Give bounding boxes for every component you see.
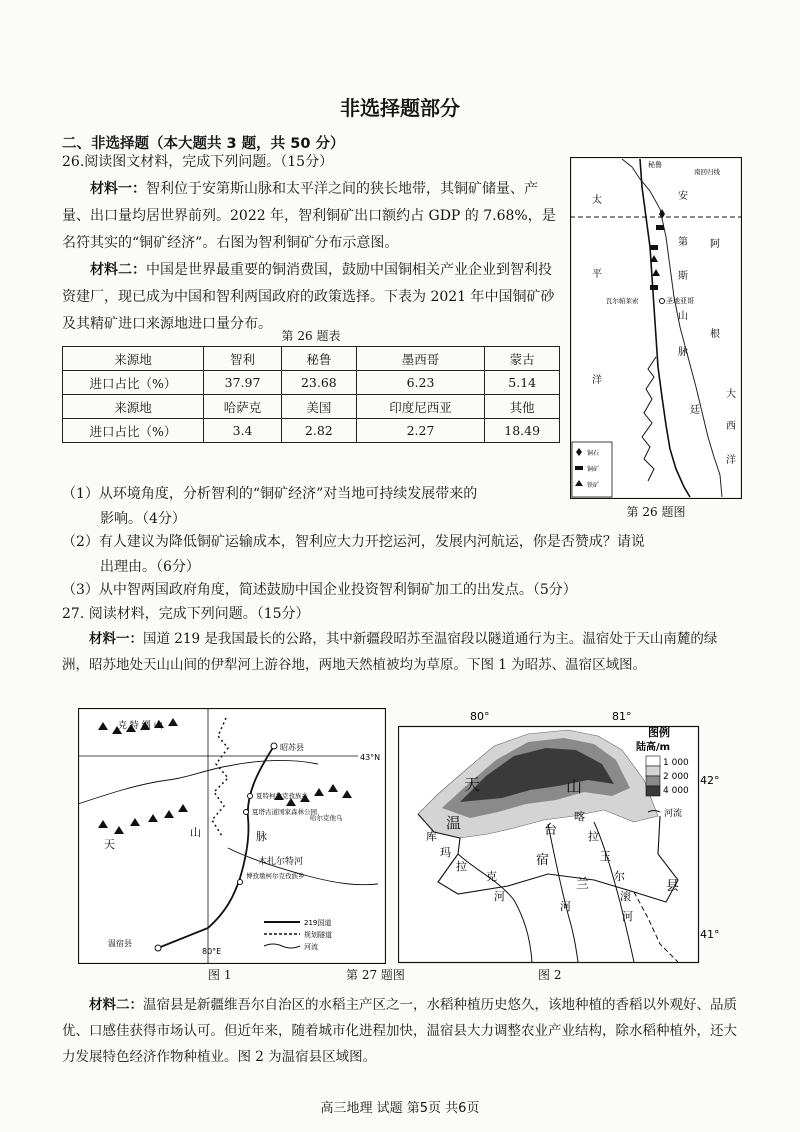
page-footer: 高三地理 试题 第5页 共6页 xyxy=(320,1101,480,1116)
figure-1-map xyxy=(78,708,386,964)
fig2-legend-value: 4 000 xyxy=(663,786,689,796)
table-cell: 5.14 xyxy=(485,371,560,395)
table-row xyxy=(63,347,560,371)
map-label-pacific-3: 洋 xyxy=(592,375,602,386)
fig2-label-river-char: 滚 xyxy=(620,890,631,903)
xiate-marker xyxy=(248,794,253,799)
fig2-legend-subtitle: 陆高/m xyxy=(636,742,671,753)
q26-question-3: （3）从中智两国政府角度，简述鼓励中国企业投资智利铜矿加工的出发点。（5分） xyxy=(62,582,577,598)
map-label-atlantic-1: 大 xyxy=(726,389,736,400)
table-cell: 墨西哥 xyxy=(356,347,485,371)
q26-question-1: （1）从环境角度，分析智利的“铜矿经济”对当地可持续发展带来的 影响。（4分） xyxy=(62,486,478,527)
fig2-label-river-char: 河 xyxy=(560,900,571,913)
fig2-label-wen: 温 xyxy=(446,814,462,832)
table-row xyxy=(63,395,560,419)
fig1-label-shan: 山 xyxy=(190,826,201,839)
table-cell: 秘鲁 xyxy=(282,347,357,371)
fig2-label-river-char: 河 xyxy=(494,890,505,903)
q26-question-2: （2）有人建议为降低铜矿运输成本，智利应大力开挖运河，发展内河航运，你是否赞成？请说 出理由。（6分） xyxy=(62,534,645,575)
map-label-andes-4: 山 xyxy=(678,311,688,322)
fig2-label-river-char: 尔 xyxy=(614,870,625,883)
fig2-label-tian: 天 xyxy=(464,775,481,794)
fig2-label-shan: 山 xyxy=(566,777,583,796)
legend-label: 铜石 xyxy=(587,450,600,457)
fig2-legend-value: 1 000 xyxy=(663,758,689,768)
section-heading: 二、非选择题（本大题共 3 题，共 50 分） xyxy=(62,136,345,152)
table-cell: 18.49 xyxy=(485,419,560,443)
fig2-label-river-char: 河 xyxy=(622,910,633,923)
fig2-label-river-char: 玉 xyxy=(600,850,611,863)
legend-copper-mine-icon xyxy=(575,466,583,470)
fig2-label-river-char: 喀 xyxy=(574,810,585,823)
fig1-label-haxi: 哈尔克他乌 xyxy=(310,814,343,822)
fig1-label-mai: 脉 xyxy=(256,830,267,843)
legend-swatch xyxy=(646,786,660,796)
q27-material-1: 材料一：国道 219 是我国最长的公路，其中新疆段昭苏至温宿段以隧道通行为主。温宿处于天山南麓的绿洲，昭苏地处天山山间的伊犁河上游谷地，两地天然植被均为草原。下图 1 为昭苏、温宿区域图。 xyxy=(62,631,718,673)
fig2-legend-title: 图例 xyxy=(648,726,670,739)
table-cell: 哈萨克 xyxy=(204,395,282,419)
fig2-legend-value: 2 000 xyxy=(663,772,689,782)
table-cell: 6.23 xyxy=(356,371,485,395)
fig1-label-tian: 天 xyxy=(104,838,115,851)
table-cell: 2.27 xyxy=(356,419,485,443)
map-label-atlantic-2: 西 xyxy=(726,421,736,432)
table-cell: 智利 xyxy=(204,347,282,371)
table-caption: 第 26 题表 xyxy=(281,329,341,343)
copper-mine-marker xyxy=(650,245,658,250)
fig1-label: 图 1 xyxy=(208,968,232,982)
fig1-legend-label: 规划隧道 xyxy=(304,931,332,939)
fig2-lon-81: 81° xyxy=(612,710,632,723)
map-label-tropic: 南回归线 xyxy=(694,168,720,176)
table-cell: 进口占比（%） xyxy=(63,419,204,443)
table-cell: 23.68 xyxy=(282,371,357,395)
map-label-pacific-1: 太 xyxy=(592,195,602,206)
fig2-label-xian: 县 xyxy=(666,879,680,894)
map-label-andes-2: 第 xyxy=(678,237,688,248)
map-label-atlantic-3: 洋 xyxy=(726,455,736,466)
table-cell: 来源地 xyxy=(63,347,204,371)
q27-material-2: 材料二：温宿县是新疆维吾尔自治区的水稻主产区之一，水稻种植历史悠久，该地种植的香稻以外观好、品质优、口感佳获得市场认可。但近年来，随着城市化进程加快，温宿县大力调整农业产业结构，除水稻种植外，还大力发展特色经济作物种植业。图 2 为温宿县区域图。 xyxy=(62,997,737,1065)
map-label-argentina-3: 廷 xyxy=(690,405,700,416)
bozidun-marker xyxy=(238,880,243,885)
fig2-label: 图 2 xyxy=(538,968,562,982)
map-label-argentina-1: 阿 xyxy=(710,239,720,250)
legend-swatch xyxy=(646,776,660,786)
table-cell: 印度尼西亚 xyxy=(356,395,485,419)
fig1-label-forest: 夏塔古道国家森林公园 xyxy=(252,808,317,816)
table-cell: 3.4 xyxy=(204,419,282,443)
map-label-andes-1: 安 xyxy=(678,191,688,202)
fig27-caption: 第 27 题图 xyxy=(346,968,405,982)
fig1-label-xiate: 夏特柯尔克孜族乡 xyxy=(256,792,308,800)
fig2-label-river-char: 库 xyxy=(426,830,437,843)
forest-marker xyxy=(244,810,249,815)
page-title: 非选择题部分 xyxy=(340,96,460,120)
import-table xyxy=(62,346,560,443)
zhaosu-marker xyxy=(271,743,277,749)
q26-material-2: 材料二：中国是世界最重要的铜消费国，鼓励中国铜相关产业企业到智利投资建厂，现已成为中国和智利两国政府的政策选择。下表为 2021 年中国铜矿砂及其精矿进口来源地进口量分布。 xyxy=(62,262,555,332)
chile-copper-map xyxy=(570,157,742,499)
map-label-valparaiso: 瓦尔帕莱索 xyxy=(606,297,639,305)
wensu-marker xyxy=(155,945,161,951)
q26-stem: 26.阅读图文材料，完成下列问题。（15分） xyxy=(62,154,334,170)
fig1-label-wensu: 温宿县 xyxy=(108,939,132,948)
fig2-label-river-char: 拉 xyxy=(588,830,599,843)
fig2-lat-41: 41° xyxy=(700,928,720,941)
table-cell: 37.97 xyxy=(204,371,282,395)
map-label-argentina-2: 根 xyxy=(710,329,720,340)
legend-swatch xyxy=(646,756,660,766)
table-row xyxy=(63,371,560,395)
fig1-label-range: 克 特 缰 山 xyxy=(118,721,163,731)
fig2-label-tai: 台 xyxy=(544,823,558,838)
table-row xyxy=(63,419,560,443)
copper-mine-marker xyxy=(656,225,664,230)
legend-label: 铁矿 xyxy=(587,482,600,489)
figure-2-map xyxy=(398,704,734,964)
fig2-label-river-char: 拉 xyxy=(456,860,467,873)
fig1-label-zhaosu: 昭苏县 xyxy=(280,743,304,752)
map-caption: 第 26 题图 xyxy=(626,505,686,519)
fig1-label-river: 木扎尔特河 xyxy=(258,857,304,867)
fig2-label-river-char: 玛 xyxy=(440,846,451,859)
table-cell: 2.82 xyxy=(282,419,357,443)
fig1-label-bozidun: 博孜墩柯尔克孜族乡 xyxy=(246,872,305,880)
fig2-label-river-char: 克 xyxy=(486,870,497,883)
fig1-lon-label: 80°E xyxy=(202,947,222,956)
fig1-legend-label: 河流 xyxy=(304,943,318,951)
map-label-peru: 秘鲁 xyxy=(648,161,662,169)
fig2-lat-42: 42° xyxy=(700,774,720,787)
table-cell: 蒙古 xyxy=(485,347,560,371)
copper-mine-marker xyxy=(650,285,658,290)
q26-material-1: 材料一：智利位于安第斯山脉和太平洋之间的狭长地带，其铜矿储量、产量、出口量均居世界前列。2022 年，智利铜矿出口额约占 GDP 的 7.68%，是名符其实的“铜矿经济”。右图为智利铜矿分布示意图。 xyxy=(62,181,556,251)
map-label-andes-3: 斯 xyxy=(678,271,688,282)
table-cell: 美国 xyxy=(282,395,357,419)
map-label-pacific-2: 平 xyxy=(592,269,602,280)
q27-stem: 27. 阅读材料，完成下列问题。（15分） xyxy=(62,606,310,622)
fig1-lat-label: 43°N xyxy=(360,753,381,762)
table-cell: 来源地 xyxy=(63,395,204,419)
fig2-label-lan: 兰 xyxy=(576,877,590,892)
fig2-label-su: 宿 xyxy=(536,853,550,868)
map-label-santiago: 圣地亚哥 xyxy=(666,297,694,305)
fig2-lon-80: 80° xyxy=(470,710,490,723)
legend-label: 铜矿 xyxy=(587,466,600,473)
legend-swatch xyxy=(646,766,660,776)
map-label-andes-5: 脉 xyxy=(678,347,688,358)
table-cell: 进口占比（%） xyxy=(63,371,204,395)
fig2-legend-river: 河流 xyxy=(664,809,683,819)
table-cell: 其他 xyxy=(485,395,560,419)
fig1-legend-label: 219国道 xyxy=(304,919,332,927)
